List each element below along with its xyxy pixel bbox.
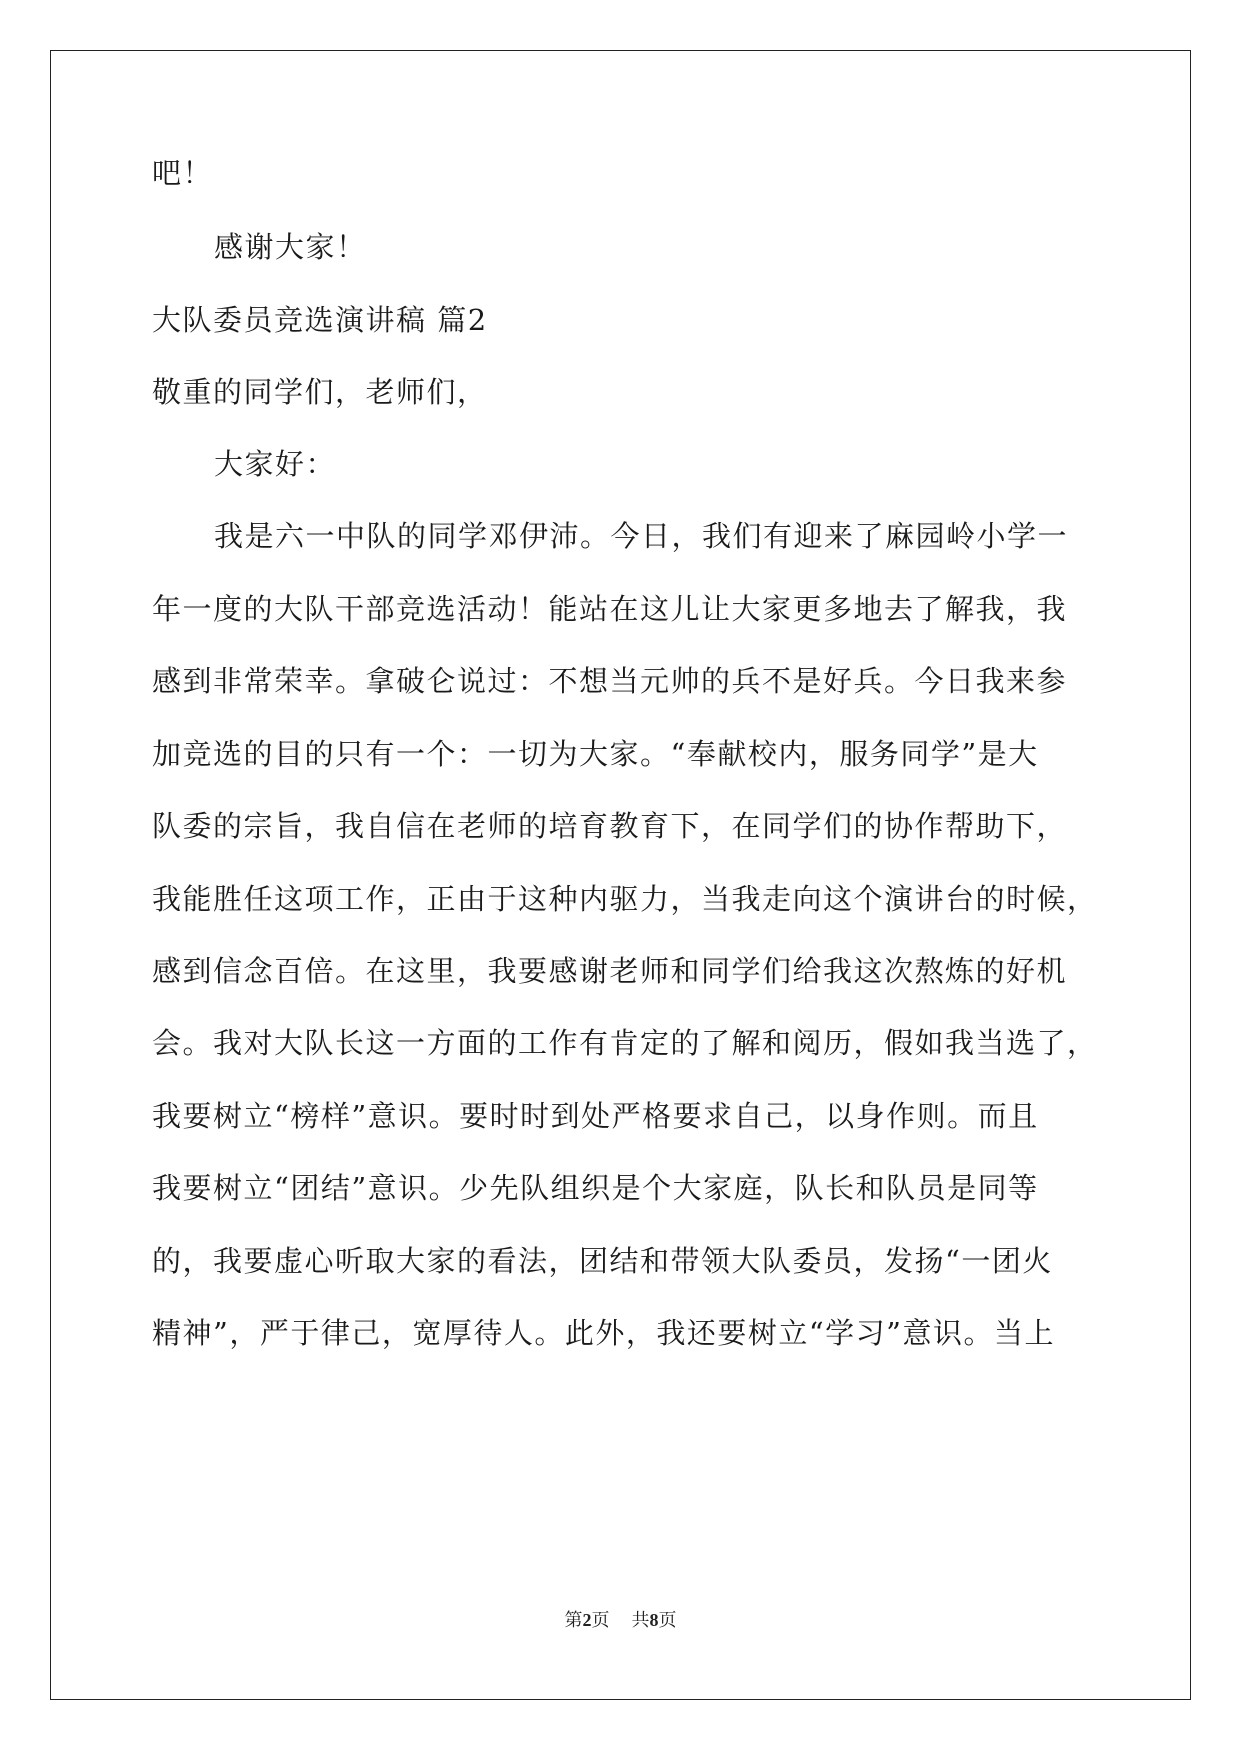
text-line-10: 队委的宗旨，我自信在老师的培育教育下，在同学们的协作帮助下， [152,809,1068,843]
text-line-14: 我要树立“榜样”意识。要时时到处严格要求自己，以身作则。而且 [152,1099,1039,1133]
page-suffix: 页 [591,1610,610,1630]
total-pages: 8 [649,1610,659,1630]
total-suffix: 页 [658,1610,677,1630]
text-line-9: 加竞选的目的只有一个：一切为大家。“奉献校内，服务同学”是大 [152,737,1039,771]
text-line-15: 我要树立“团结”意识。少先队组织是个大家庭，队长和队员是同等 [152,1171,1039,1205]
text-line-13: 会。我对大队长这一方面的工作有肯定的了解和阅历，假如我当选了， [152,1026,1098,1060]
page-prefix: 第 [564,1610,583,1630]
text-line-12: 感到信念百倍。在这里，我要感谢老师和同学们给我这次熬炼的好机 [152,954,1068,988]
text-line-8: 感到非常荣幸。拿破仑说过：不想当元帅的兵不是好兵。今日我来参 [152,664,1068,698]
salutation: 敬重的同学们，老师们， [152,375,488,409]
text-line-1: 吧！ [152,156,214,190]
text-line-2: 感谢大家！ [214,230,367,264]
section-heading: 大队委员竞选演讲稿 篇2 [152,303,488,337]
text-line-16: 的，我要虚心听取大家的看法，团结和带领大队委员，发扬“一团火 [152,1244,1053,1278]
text-line-6: 我是六一中队的同学邓伊沛。今日，我们有迎来了麻园岭小学一 [214,519,1069,553]
greeting: 大家好： [214,447,337,481]
page-border [50,50,1191,1700]
text-line-7: 年一度的大队干部竞选活动！能站在这儿让大家更多地去了解我，我 [152,592,1068,626]
text-line-11: 我能胜任这项工作，正由于这种内驱力，当我走向这个演讲台的时候， [152,882,1098,916]
page-footer [0,1606,1241,1632]
page-number: 2 [582,1610,592,1630]
total-prefix: 共 [631,1610,650,1630]
text-line-17: 精神”，严于律己，宽厚待人。此外，我还要树立“学习”意识。当上 [152,1316,1055,1350]
